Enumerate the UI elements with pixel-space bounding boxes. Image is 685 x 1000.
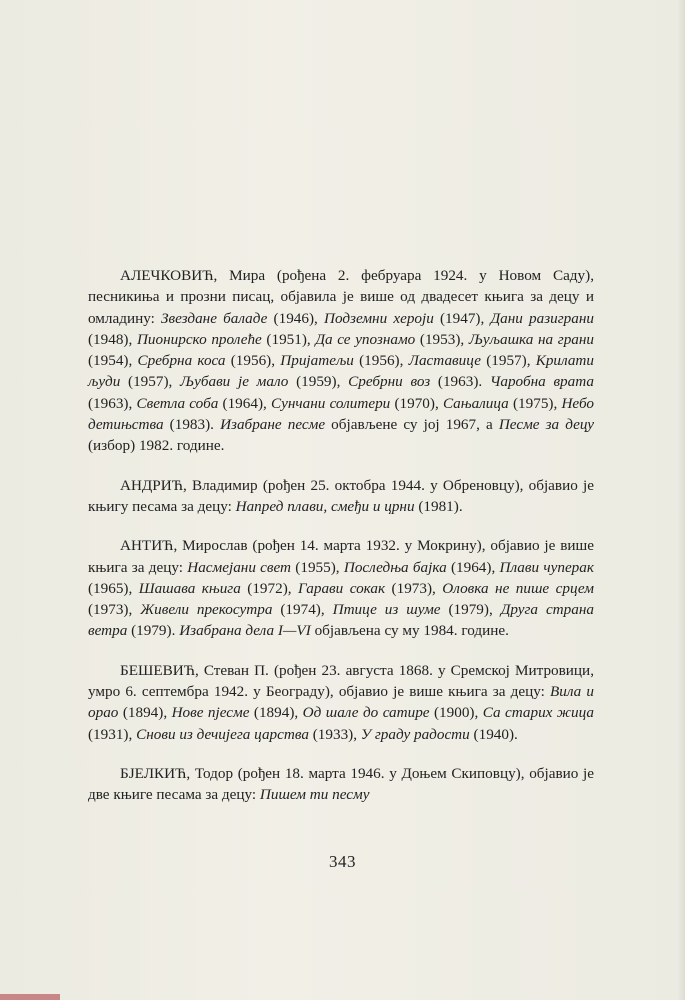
book-title: Шашава књига	[138, 579, 241, 597]
entry-text: (1948),	[88, 330, 137, 348]
book-title: Гарави сокак	[298, 579, 386, 597]
book-title: Подземни хероји	[324, 309, 434, 327]
book-title: Изабране песме	[220, 416, 326, 434]
entry-text: (1973),	[385, 579, 443, 597]
book-title: Изабрана дела I—VI	[179, 622, 311, 640]
book-title: У граду радости	[360, 725, 470, 743]
biography-entry	[88, 535, 594, 641]
entry-text: (1974),	[272, 601, 333, 619]
book-title: Сребрна коса	[137, 352, 226, 370]
entry-text: (1956),	[225, 352, 281, 370]
book-title: Сањалица	[442, 394, 509, 412]
book-title: Дани разиграни	[490, 309, 594, 327]
entry-text: (1894),	[118, 704, 172, 722]
book-title: Вила и орао	[88, 683, 594, 722]
entry-text: (1900),	[429, 704, 483, 722]
book-title: Светла соба	[136, 394, 219, 412]
entry-text: (1981).	[414, 497, 463, 515]
book-title: Напред плави, смеђи и црни	[235, 497, 415, 515]
biography-entry	[88, 763, 594, 806]
book-title: Последња бајка	[343, 558, 447, 576]
entry-text: (1964),	[446, 558, 500, 576]
biography-entry	[88, 265, 594, 457]
entry-text: (1947),	[433, 309, 491, 327]
book-title: Птице из шуме	[332, 601, 441, 619]
entry-text: (1946),	[267, 309, 325, 327]
entry-text: АНТИЋ, Мирослав (рођен 14. марта 1932. у Мокрину), објавио је више књига за децу:	[88, 537, 594, 576]
entry-text: (1955),	[291, 558, 344, 576]
book-title: Нове пјесме	[171, 704, 250, 722]
entry-text: (1983).	[163, 416, 221, 434]
book-title: Небо детињства	[88, 394, 595, 434]
entry-text: (1963),	[88, 394, 137, 412]
book-title: Звездане баладе	[161, 309, 268, 327]
page-number: 343	[329, 852, 356, 871]
entry-text: (1931),	[88, 725, 137, 743]
entry-text: (1979),	[440, 601, 501, 619]
book-title: Крилати људи	[88, 352, 594, 391]
entry-text: објављене су јој 1967, а	[325, 416, 499, 434]
entry-text: објављена су му 1984. године.	[310, 622, 509, 640]
biography-entry	[88, 660, 594, 745]
book-title: Ластавице	[408, 352, 481, 370]
entry-text: (избор) 1982. године.	[88, 437, 225, 455]
book-title: Пишем ти песму	[259, 786, 370, 804]
book-title: Сребрни воз	[348, 373, 431, 391]
book-title: Пионирско пролеће	[136, 330, 262, 348]
page-corner-mark	[0, 994, 60, 1000]
entry-text: БЕШЕВИЋ, Стеван П. (рођен 23. августа 1868. у Сремској Митровици, умро 6. септембра 1942. у Београду), објавио је више књига за децу:	[88, 661, 594, 701]
book-title: Са старих жица	[482, 704, 594, 722]
book-title: Друга страна ветра	[88, 601, 594, 640]
entry-text: (1951),	[261, 330, 316, 348]
entry-text: (1933),	[308, 725, 361, 743]
book-title: Сунчани солитери	[271, 394, 391, 412]
entry-text: БЈЕЛКИЋ, Тодор (рођен 18. марта 1946. у Доњем Скиповцу), објавио је две књиге песама за децу:	[88, 764, 594, 804]
entry-text: (1959),	[288, 373, 349, 391]
book-title: Љуљашка на грани	[468, 330, 595, 348]
book-title: Песме за децу	[498, 416, 594, 434]
entry-text: (1953),	[415, 330, 469, 348]
entry-text: (1975),	[508, 394, 562, 412]
entry-text: (1964),	[218, 394, 271, 412]
entry-text: (1957),	[480, 352, 536, 370]
entry-text: (1894),	[249, 704, 303, 722]
entry-text: (1940).	[469, 725, 518, 743]
entry-text: АНДРИЋ, Владимир (рођен 25. октобра 1944. у Обреновцу), објавио је књигу песама за децу:	[88, 476, 594, 515]
entry-text: (1979).	[127, 622, 180, 640]
book-title: Живели прекосутра	[140, 601, 273, 619]
book-title: Насмејани свет	[187, 558, 292, 576]
entry-text: АЛЕЧКОВИЋ, Мира (рођена 2. фебруара 1924. у Новом Саду), песникиња и прозни писац, објавила је више од двадесет књига за децу и омладину:	[88, 267, 594, 327]
book-title: Плави чуперак	[499, 558, 594, 576]
entry-text: (1957),	[120, 373, 181, 391]
entry-text: (1963).	[430, 373, 490, 391]
biography-entry	[88, 475, 594, 518]
entry-text: (1965),	[88, 579, 139, 597]
book-title: Оловка не пише срцем	[442, 579, 594, 597]
entry-text: (1954),	[88, 352, 138, 370]
book-title: Да се упознамо	[315, 330, 416, 348]
book-title: Снови из дечијега царства	[136, 725, 309, 743]
page-body-text	[88, 265, 594, 824]
book-title: Од шале до сатире	[302, 704, 430, 722]
book-title: Пријатељи	[280, 352, 354, 370]
book-title: Љубави је мало	[180, 373, 289, 391]
entry-text: (1972),	[240, 579, 299, 597]
book-title: Чаробна врата	[489, 373, 594, 391]
entry-text: (1973),	[88, 601, 141, 619]
entry-text: (1970),	[390, 394, 443, 412]
page-edge-shadow	[677, 0, 685, 1000]
entry-text: (1956),	[353, 352, 409, 370]
